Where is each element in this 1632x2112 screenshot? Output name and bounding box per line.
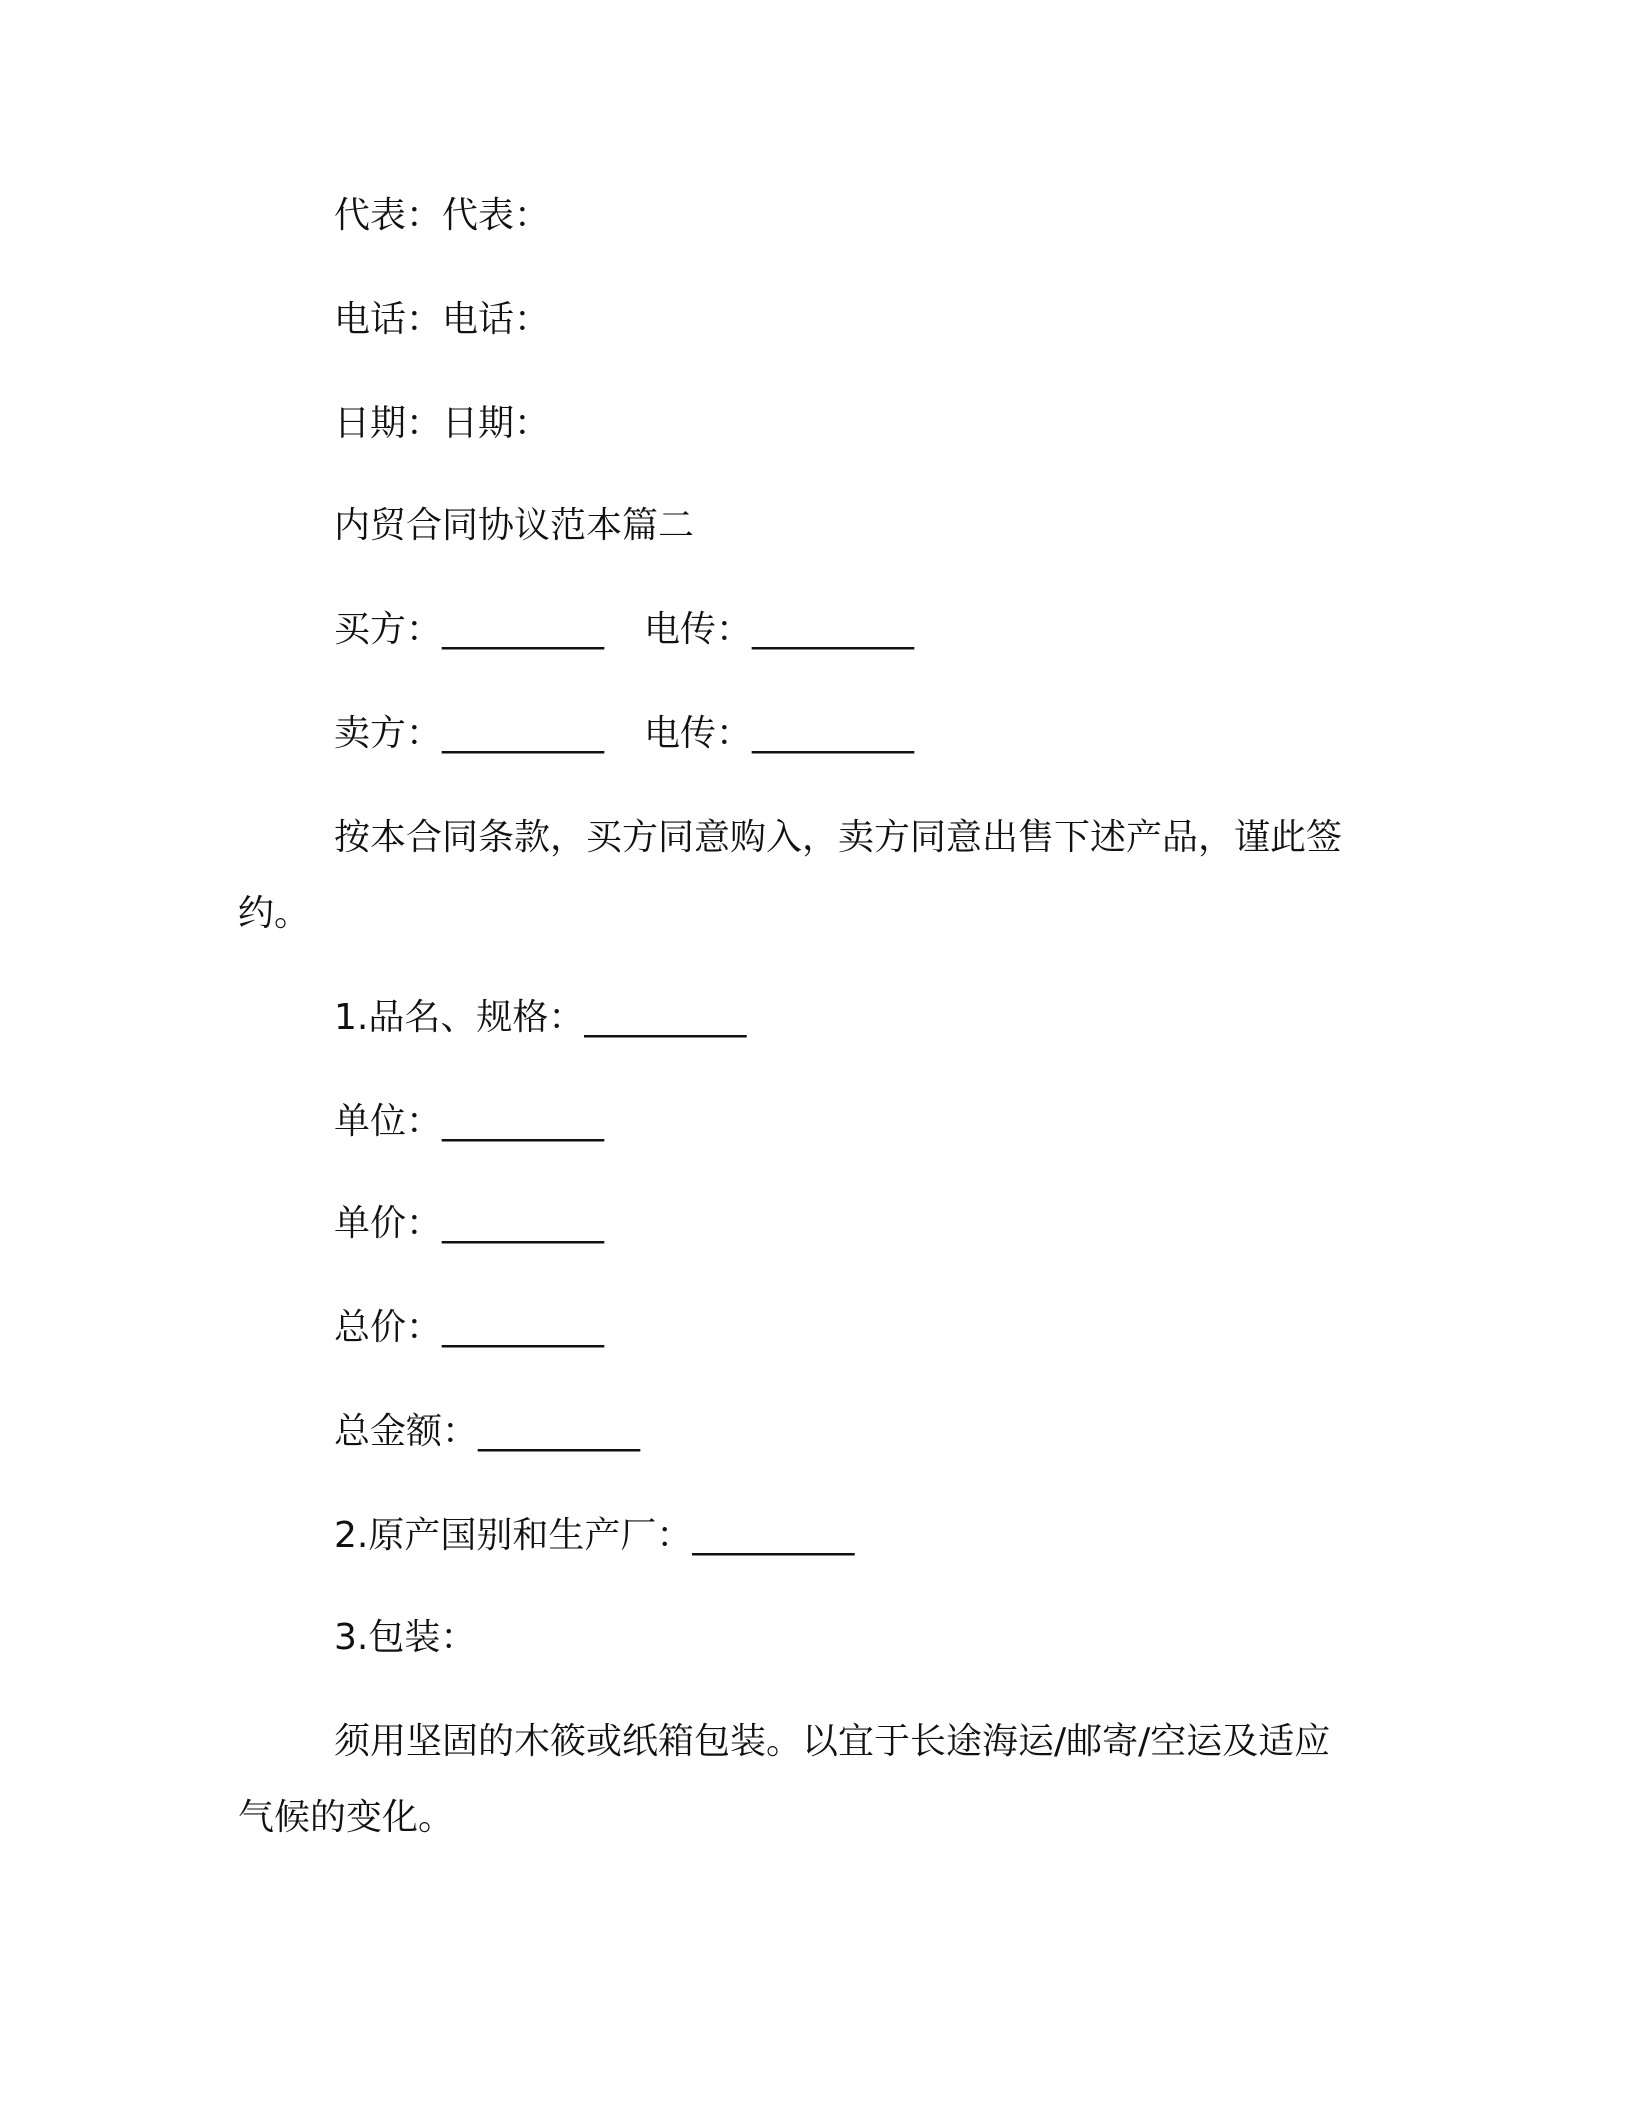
item-total-amount: 总金额：_________ [334,1411,641,1452]
item-unit-price: 单价：_________ [334,1203,605,1244]
buyer-row [334,606,914,654]
seller-field: 卖方：_________ [334,713,605,754]
phone-line: 电话：电话： [334,299,551,340]
date-line: 日期：日期： [334,403,551,444]
representative-line: 代表：代表： [334,195,551,236]
buyer-fax-field: 电传：_________ [644,609,915,650]
intro-paragraph-line-1: 按本合同条款，买方同意购入，卖方同意出售下述产品，谨此签 [334,817,1343,858]
seller-row [334,710,914,758]
item-total-price: 总价：_________ [334,1307,605,1348]
section-title: 内贸合同协议范本篇二 [334,505,695,546]
item-unit: 单位：_________ [334,1101,605,1142]
buyer-field: 买方：_________ [334,609,605,650]
item-origin-manufacturer: 2.原产国别和生产厂：_________ [334,1515,855,1556]
intro-paragraph-line-2: 约。 [238,893,311,934]
item-product-spec: 1.品名、规格：_________ [334,997,747,1038]
packing-paragraph-line-2: 气候的变化。 [238,1797,455,1838]
item-packing: 3.包装： [334,1617,477,1658]
seller-fax-field: 电传：_________ [644,713,915,754]
packing-paragraph-line-1: 须用坚固的木筱或纸箱包装。以宜于长途海运/邮寄/空运及适应 [334,1721,1331,1762]
